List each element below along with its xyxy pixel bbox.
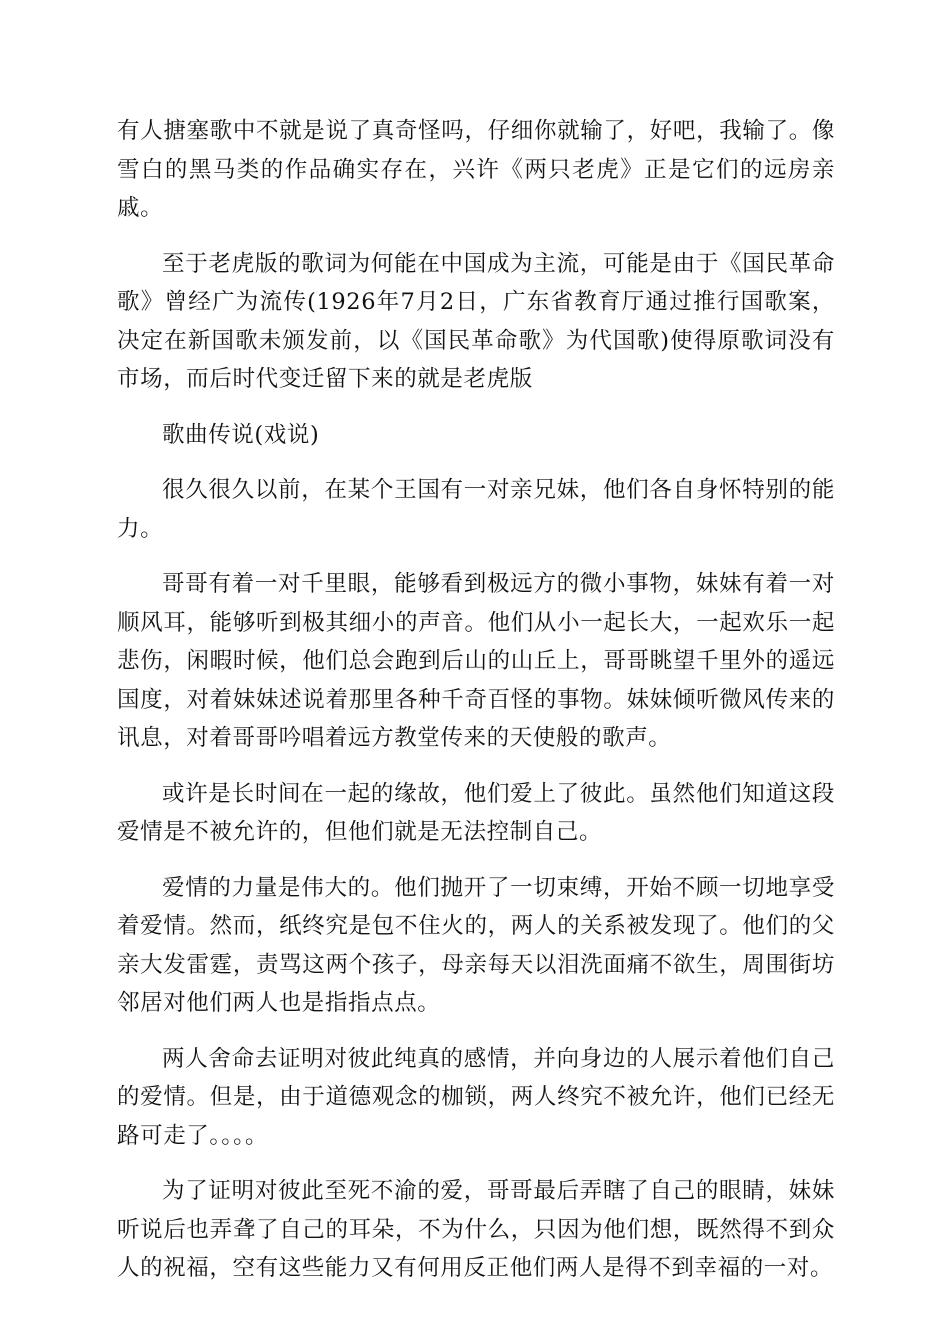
paragraph-story-intro: 很久很久以前，在某个王国有一对亲兄妹，他们各自身怀特别的能力。	[117, 477, 835, 542]
paragraph-sacrifice: 为了证明对彼此至死不渝的爱，哥哥最后弄瞎了自己的眼睛，妹妹听说后也弄聋了自己的耳朵，不为什么，只因为他们想，既然得不到众人的祝福，空有这些能力又有何用反正他们两人是得不到幸福的一对。	[117, 1178, 835, 1281]
paragraph-siblings-abilities: 哥哥有着一对千里眼，能够看到极远方的微小事物，妹妹有着一对顺风耳，能够听到极其细小的声音。他们从小一起长大，一起欢乐一起悲伤，闲暇时候，他们总会跑到后山的山丘上，哥哥眺望千里外的遥远国度，对着妹妹述说着那里各种千奇百怪的事物。妹妹倾听微风传来的讯息，对着哥哥吟唱着远方教堂传来的天使般的歌声。	[117, 571, 835, 751]
section-heading-legend: 歌曲传说(戏说)	[162, 421, 320, 448]
paragraph-continuation: 有人搪塞歌中不就是说了真奇怪吗，仔细你就输了，好吧，我输了。像雪白的黑马类的作品确实存在，兴许《两只老虎》正是它们的远房亲戚。	[117, 118, 835, 221]
paragraph-discovered: 爱情的力量是伟大的。他们抛开了一切束缚，开始不顾一切地享受着爱情。然而，纸终究是包不住火的，两人的关系被发现了。他们的父亲大发雷霆，责骂这两个孩子，母亲每天以泪洗面痛不欲生，周围街坊邻居对他们两人也是指指点点。	[117, 874, 835, 1016]
paragraph-no-way-out: 两人舍命去证明对彼此纯真的感情，并向身边的人展示着他们自己的爱情。但是，由于道德观念的枷锁，两人终究不被允许，他们已经无路可走了。。。。	[117, 1045, 835, 1149]
document-body	[117, 112, 835, 1305]
paragraph-falling-in-love: 或许是长时间在一起的缘故，他们爱上了彼此。虽然他们知道这段爱情是不被允许的，但他们就是无法控制自己。	[117, 780, 835, 845]
paragraph-lyrics-mainstream: 至于老虎版的歌词为何能在中国成为主流，可能是由于《国民革命歌》曾经广为流传(1926年7月2日，广东省教育厅通过推行国歌案，决定在新国歌未颁发前，以《国民革命歌》为代国歌)使得原歌词没有市场，而后时代变迁留下来的就是老虎版	[117, 250, 835, 392]
